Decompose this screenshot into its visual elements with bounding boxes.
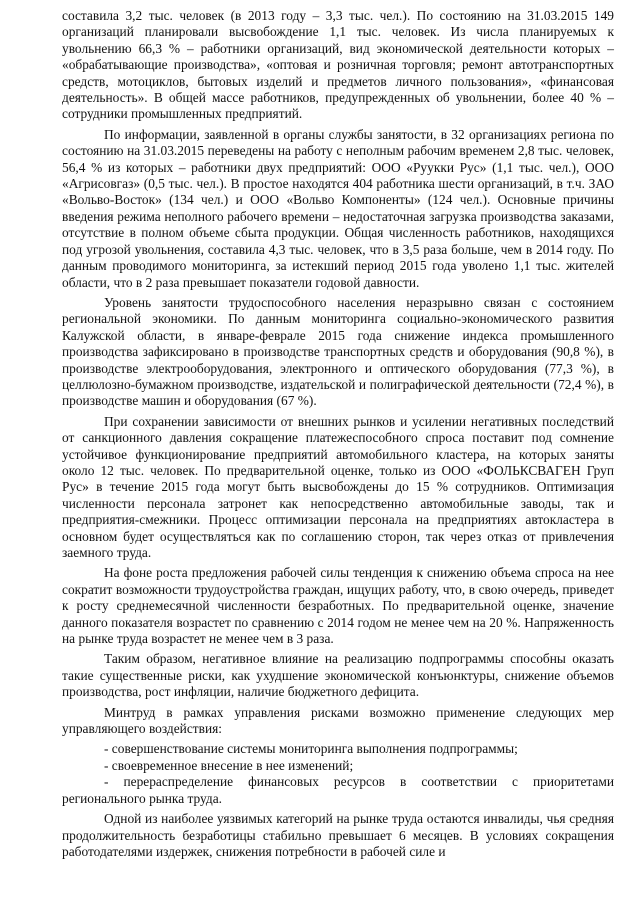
paragraph-employment-level: Уровень занятости трудоспособного населения неразрывно связан с состоянием региональной экономики. По данным мониторинга социально-экономического развития Калужской области, в январе-феврале 2015 года снижение индекса промышленного производства зафиксировано в производстве транспортных средств и оборудования (90,8 %), в производстве электрооборудования, электронного и оптического оборудования (77,3 %), в целлюлозно-бумажном производстве, издательской и полиграфической деятельности (72,4 %), в производстве машин и оборудования (67 %). (62, 294, 614, 409)
paragraph-reduced-hours: По информации, заявленной в органы службы занятости, в 32 организациях региона по состоянию на 31.03.2015 переведены на работу с неполным рабочим временем 2,8 тыс. человек, 56,4 % из которых – работники двух предприятий: ООО «Руукки Рус» (1,1 тыс. чел.), ООО «Агрисовгаз» (0,5 тыс. чел.). В простое находятся 404 работника шести организаций, в т.ч. ЗАО «Вольво-Восток» (134 чел.) и ООО «Вольво Компоненты» (124 чел.). Основные причины введения режима неполного рабочего времени – недостаточная загрузка производства заказами, отсутствие в полном объеме сбыта продукции. Общая численность работников, находящихся под угрозой увольнения, составила 4,3 тыс. человек, что в 3,5 раза больше, чем в 2014 году. По данным проводимого мониторинга, за истекший период 2015 года уволено 1,1 тыс. жителей области, что в 2 раза превышает показатели годовой давности. (62, 126, 614, 290)
paragraph-measures-intro: Минтруд в рамках управления рисками возможно применение следующих мер управляющего воздействия: (62, 704, 614, 737)
list-item: - совершенствование системы мониторинга выполнения подпрограммы; (104, 741, 518, 757)
list-item: - своевременное внесение в нее изменений; (104, 757, 354, 773)
list-item: - перераспределение финансовых ресурсов в соответствии с приоритетами регионального рынка труда. (62, 774, 614, 806)
measures-list (62, 741, 614, 807)
paragraph-disabled-persons: Одной из наиболее уязвимых категорий на рынке труда остаются инвалиды, чья средняя продолжительность безработицы стабильно превышает 6 месяцев. В условиях сокращения работодателями издержек, снижения потребности в рабочей силе и (62, 811, 614, 859)
paragraph-risks: Таким образом, негативное влияние на реализацию подпрограммы способны оказать такие существенные риски, как ухудшение экономической конъюнктуры, снижение объемов производства, рост инфляции, наличие бюджетного дефицита. (62, 651, 614, 700)
paragraph-labor-supply: На фоне роста предложения рабочей силы тенденция к снижению объема спроса на нее сократит возможности трудоустройства граждан, ищущих работу, что, в свою очередь, приведет к росту среднемесячной численности безработных. По предварительной оценке, значение данного показателя возрастет по сравнению с 2014 годом не менее чем на 20 %. Напряженность на рынке труда возрастет не менее чем в 3 раза. (62, 565, 614, 647)
paragraph-auto-cluster: При сохранении зависимости от внешних рынков и усилении негативных последствий от санкционного давления сокращение платежеспособного спроса поставит под сомнение устойчивое функционирование предприятий автомобильного кластера, на которых заняты около 12 тыс. человек. По предварительной оценке, только из ООО «ФОЛЬКСВАГЕН Груп Рус» в течение 2015 года могут быть высвобождены до 15 % сотрудников. Оптимизация численности персонала затронет как непосредственно автомобильные заводы, так и предприятия-смежники. Процесс оптимизации персонала на предприятиях автокластера в основном будет осуществляться как по соглашению сторон, так через отказ от привлечения заемного труда. (62, 413, 614, 560)
paragraph-continuation: составила 3,2 тыс. человек (в 2013 году – 3,3 тыс. чел.). По состоянию на 31.03.2015 149 организаций планировали высвобождение 1,1 тыс. человек. Из числа планируемых к увольнению 66,3 % – работники организаций, вид экономической деятельности которых – «обрабатывающие производства», «оптовая и розничная торговля; ремонт автотранспортных средств, мотоциклов, бытовых изделий и предметов личного пользования», «финансовая деятельность». В общей массе работников, предупрежденных об увольнении, более 40 % – сотрудники промышленных предприятий. (62, 8, 614, 122)
